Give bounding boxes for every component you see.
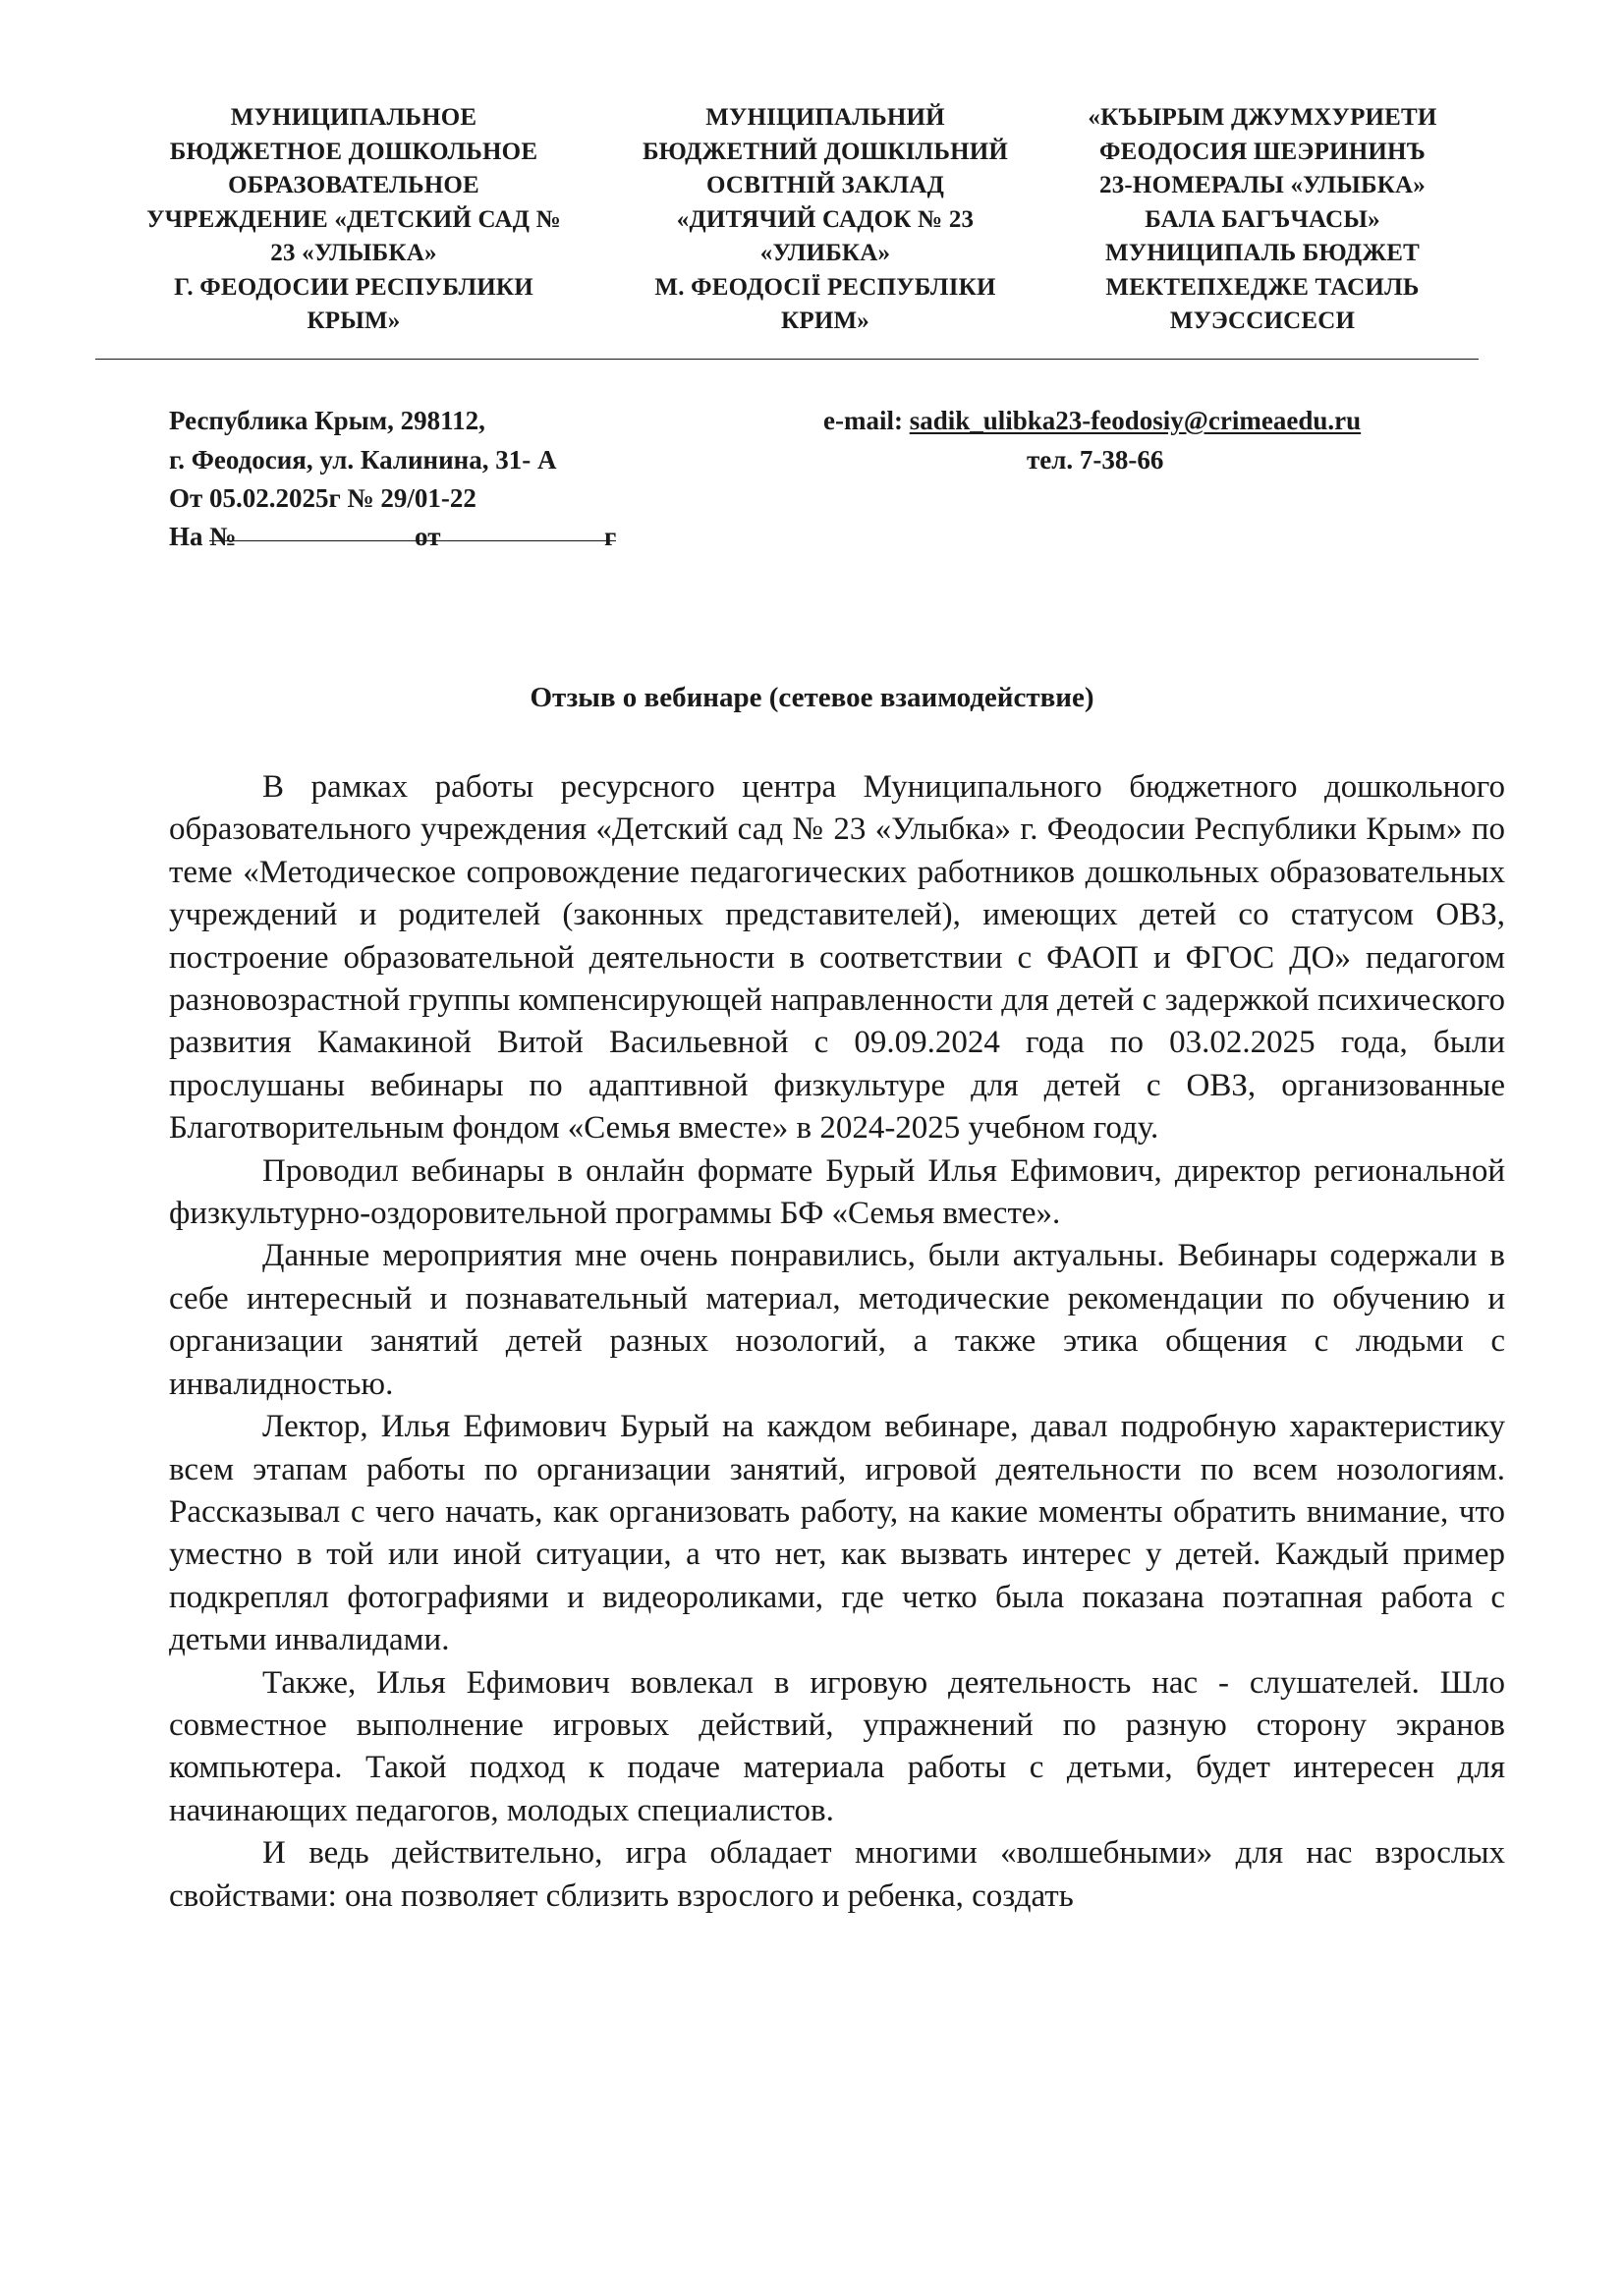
address-line-1: Республика Крым, 298112, <box>169 406 485 435</box>
letterhead-ukrainian <box>604 101 1046 339</box>
body-paragraph: Также, Илья Ефимович вовлекал в игровую деятельность нас - слушателей. Шло совместное выполнение игровых действий, упражнений по разную сторону экранов компьютера. Такой подход к подаче материала работы с детьми, будет интересен для начинающих педагогов, молодых специалистов. <box>169 1664 1505 1828</box>
letterhead-line: М. ФЕОДОСІЇ РЕСПУБЛІКИ <box>654 273 996 301</box>
letterhead-line: БЮДЖЕТНОЕ ДОШКОЛЬНОЕ <box>169 138 538 165</box>
reply-prefix: На <box>169 522 203 551</box>
letterhead-line: КРИМ» <box>781 308 869 334</box>
reply-year-blank <box>522 519 617 551</box>
phone-number: тел. 7-38-66 <box>1027 445 1164 475</box>
reply-from-label: от <box>415 522 441 551</box>
email-label: e-mail: <box>823 406 903 435</box>
address-line-2: г. Феодосия, ул. Калинина, 31- А <box>169 445 557 475</box>
letterhead-divider <box>95 359 1479 360</box>
letterhead-line: ФЕОДОСИЯ ШЕЭРИНИНЪ <box>1099 138 1426 165</box>
body-paragraph: И ведь действительно, игра обладает многими «волшебными» для нас взрослых свойствами: она позволяет сблизить взрослого и ребенка, создать <box>169 1835 1505 1914</box>
letterhead-line: УЧРЕЖДЕНИЕ «ДЕТСКИЙ САД № <box>146 205 561 233</box>
letterhead-crimean-tatar <box>1061 101 1464 339</box>
letterhead-line: МУНИЦИПАЛЬНОЕ <box>230 104 477 131</box>
reply-number-sign: № <box>209 522 237 551</box>
letterhead-line: МЕКТЕПХЕДЖЕ ТАСИЛЬ <box>1105 273 1420 301</box>
outgoing-number: От 05.02.2025г № 29/01-22 <box>169 483 476 513</box>
letterhead-line: МУЭССИСЕСИ <box>1169 308 1356 334</box>
letterhead-line: ОСВІТНІЙ ЗАКЛАД <box>705 172 944 198</box>
letterhead-line: «УЛИБКА» <box>759 240 891 266</box>
email-line <box>823 403 1361 438</box>
body-paragraph: В рамках работы ресурсного центра Муниципального бюджетного дошкольного образовательного учреждения «Детский сад № 23 «Улыбка» г. Феодосии Республики Крым» по теме «Методическое сопровождение педагогических работников дошкольных образовательных учреждений и родителей (законных представителей), имеющих детей со статусом ОВЗ, построение образовательной деятельности в соответствии с ФАОП и ФГОС ДО» педагогом разновозрастной группы компенсирующей направленности для детей с задержкой психического развития Камакиной Витой Васильевной с 09.09.2024 года по 03.02.2025 года, были прослушаны вебинары по адаптивной физкультуре для детей с ОВЗ, организованные Благотворительным фондом «Семья вместе» в 2024-2025 учебном году. <box>169 769 1505 1147</box>
letterhead-line: 23 «УЛЫБКА» <box>270 240 437 266</box>
body-paragraph: Проводил вебинары в онлайн формате Бурый Илья Ефимович, директор региональной физкультурно-оздоровительной программы БФ «Семья вместе». <box>169 1152 1505 1232</box>
body-paragraph: Лектор, Илья Ефимович Бурый на каждом вебинаре, давал подробную характеристику всем этапам работы по организации занятий, игровой деятельности по всем нозологиям. Рассказывал с чего начать, как организовать работу, на какие моменты обратить внимание, что уместно в той или иной ситуации, а что нет, как вызвать интерес у детей. Каждый пример подкреплял фотографиями и видеороликами, где четко была показана поэтапная работа с детьми инвалидами. <box>169 1409 1505 1658</box>
letterhead-line: БАЛА БАГЪЧАСЫ» <box>1145 205 1380 233</box>
letterhead-line: 23-НОМЕРАЛЫ «УЛЫБКА» <box>1099 172 1426 198</box>
letterhead-line: МУНІЦИПАЛЬНИЙ <box>705 104 945 131</box>
letterhead-line: Г. ФЕОДОСИИ РЕСПУБЛИКИ <box>174 273 533 301</box>
body-paragraph: Данные мероприятия мне очень понравились, были актуальны. Вебинары содержали в себе интересный и познавательный материал, методические рекомендации по обучению и организации занятий детей разных нозологий, а также этика общения с людьми с инвалидностью. <box>169 1238 1505 1402</box>
letterhead-russian <box>128 101 580 339</box>
letterhead-line: ОБРАЗОВАТЕЛЬНОЕ <box>228 172 479 198</box>
letterhead-line: «КЪЫРЫМ ДЖУМХУРИЕТИ <box>1088 104 1437 131</box>
letterhead-line: КРЫМ» <box>307 308 401 334</box>
letterhead-line: БЮДЖЕТНИЙ ДОШКІЛЬНИЙ <box>642 138 1009 165</box>
document-body <box>169 766 1505 1918</box>
reply-number-blank <box>209 519 333 551</box>
reply-year-label: г <box>604 522 617 551</box>
document-title: Отзыв о вебинаре (сетевое взаимодействие) <box>530 682 1094 713</box>
email-link[interactable]: sadik_ulibka23-feodosiy@crimeaedu.ru <box>909 406 1362 435</box>
reply-date-blank <box>333 519 522 551</box>
reply-reference <box>169 519 616 554</box>
letterhead-line: МУНИЦИПАЛЬ БЮДЖЕТ <box>1104 240 1421 266</box>
letterhead-line: «ДИТЯЧИЙ САДОК № 23 <box>676 205 975 233</box>
